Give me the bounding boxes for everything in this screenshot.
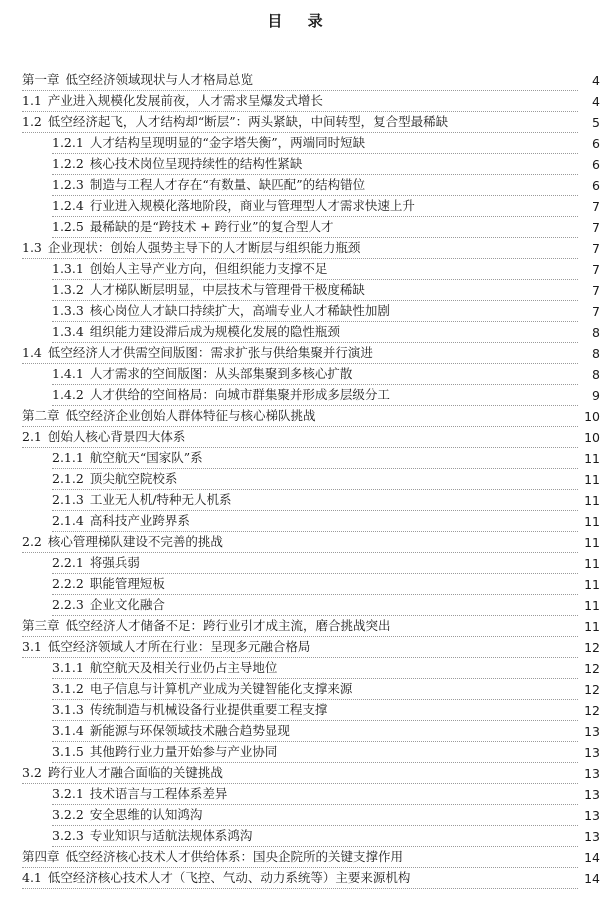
toc-entry[interactable]: [52, 721, 600, 742]
toc-entry-page: 6: [580, 136, 600, 151]
toc-entry-title: [22, 763, 225, 781]
toc-entry-page: 11: [580, 514, 600, 529]
toc-entry-page: 5: [580, 115, 600, 130]
toc-entry-text: 组织能力建设滞后成为规模化发展的隐性瓶颈: [89, 324, 340, 339]
toc-entry-text: 人才供给的空间格局：向城市群集聚并形成多层级分工: [89, 387, 390, 402]
toc-entry-number: 3.1.2: [52, 681, 84, 696]
toc-entry-title: [22, 847, 405, 865]
toc-entry-page: 13: [580, 724, 600, 739]
toc-entry[interactable]: [52, 217, 600, 238]
toc-entry-title: [22, 406, 318, 424]
toc-entry-text: 其他跨行业力量开始参与产业协同: [89, 744, 278, 759]
toc-entry-number: 3.1.3: [52, 702, 84, 717]
toc-entry-text: 低空经济起飞，人才结构却“断层”：两头紧缺，中间转型，复合型最稀缺: [47, 114, 449, 129]
toc-entry-number: 2.2.3: [52, 597, 84, 612]
toc-entry-title: [22, 868, 412, 886]
toc-entry-title: [22, 70, 255, 88]
toc-entry-title: [52, 196, 417, 214]
toc-entry-number: 第一章: [22, 72, 60, 87]
toc-entry-text: 跨行业人才融合面临的关键挑战: [47, 765, 223, 780]
toc-entry-number: 3.2.1: [52, 786, 84, 801]
toc-entry-title: [52, 700, 329, 718]
toc-entry[interactable]: [52, 679, 600, 700]
toc-entry-page: 8: [580, 346, 600, 361]
toc-entry-page: 13: [580, 829, 600, 844]
toc-entry[interactable]: [52, 322, 600, 343]
toc-entry[interactable]: [52, 595, 600, 616]
toc-entry-number: 4.1: [22, 870, 42, 885]
toc-entry[interactable]: [52, 490, 600, 511]
toc-entry-text: 低空经济领域现状与人才格局总览: [65, 72, 254, 87]
toc-entry-number: 1.3: [22, 240, 42, 255]
toc-entry[interactable]: [52, 448, 600, 469]
toc-entry[interactable]: [22, 868, 600, 889]
toc-entry-title: [22, 637, 312, 655]
toc-entry-text: 低空经济企业创始人群体特征与核心梯队挑战: [65, 408, 316, 423]
toc-entry[interactable]: [52, 700, 600, 721]
toc-entry[interactable]: [22, 637, 600, 658]
toc-entry-text: 安全思维的认知鸿沟: [89, 807, 203, 822]
toc-entry-page: 14: [580, 871, 600, 886]
toc-entry-title: [52, 133, 367, 151]
toc-entry[interactable]: [52, 826, 600, 847]
toc-entry-text: 航空航天“国家队”系: [89, 450, 203, 465]
toc-entry-number: 1.2.2: [52, 156, 84, 171]
toc-entry-title: [52, 595, 167, 613]
toc-entry-page: 11: [580, 451, 600, 466]
toc-entry-text: 创始人核心背景四大体系: [47, 429, 186, 444]
toc-entry[interactable]: [52, 175, 600, 196]
toc-entry-number: 1.3.2: [52, 282, 84, 297]
toc-entry-number: 2.2: [22, 534, 42, 549]
toc-entry-page: 8: [580, 367, 600, 382]
toc-entry[interactable]: [22, 847, 600, 868]
toc-entry-number: 2.1.4: [52, 513, 84, 528]
toc-entry[interactable]: [22, 763, 600, 784]
toc-entry-number: 1.4.2: [52, 387, 84, 402]
toc-entry-text: 低空经济领域人才所在行业：呈现多元融合格局: [47, 639, 311, 654]
toc-entry[interactable]: [52, 574, 600, 595]
toc-entry-number: 第三章: [22, 618, 60, 633]
toc-entry-number: 2.2.2: [52, 576, 84, 591]
toc-entry-title: [52, 217, 336, 235]
toc-entry-title: [52, 280, 367, 298]
toc-entry-number: 1.2.4: [52, 198, 84, 213]
toc-entry[interactable]: [52, 133, 600, 154]
toc-entry-page: 11: [580, 493, 600, 508]
toc-entry[interactable]: [52, 301, 600, 322]
toc-entry-title: [52, 658, 279, 676]
toc-entry-page: 8: [580, 325, 600, 340]
toc-entry-page: 11: [580, 598, 600, 613]
toc-entry-number: 2.1: [22, 429, 42, 444]
toc-entry[interactable]: [52, 805, 600, 826]
toc-entry-text: 低空经济人才储备不足：跨行业引才成主流，磨合挑战突出: [65, 618, 391, 633]
toc-entry-title: [52, 511, 192, 529]
toc-entry-page: 12: [580, 640, 600, 655]
toc-entry-title: [52, 322, 342, 340]
toc-entry[interactable]: [22, 427, 600, 448]
toc-entry-page: 6: [580, 178, 600, 193]
toc-entry-page: 14: [580, 850, 600, 865]
toc-entry-title: [52, 385, 392, 403]
toc-entry-number: 2.1.2: [52, 471, 84, 486]
toc-entry-number: 1.2: [22, 114, 42, 129]
toc-entry-number: 2.2.1: [52, 555, 84, 570]
toc-entry-page: 11: [580, 619, 600, 634]
toc-entry-page: 7: [580, 262, 600, 277]
toc-entry-text: 核心岗位人才缺口持续扩大，高端专业人才稀缺性加剧: [89, 303, 390, 318]
toc-entry-text: 制造与工程人才存在“有数量、缺匹配”的结构错位: [89, 177, 366, 192]
toc-entry-text: 专业知识与适航法规体系鸿沟: [89, 828, 253, 843]
toc-entry-text: 工业无人机/特种无人机系: [89, 492, 232, 507]
toc-entry-text: 低空经济核心技术人才供给体系：国央企院所的关键支撑作用: [65, 849, 404, 864]
toc-entry-page: 13: [580, 808, 600, 823]
toc-entry-text: 传统制造与机械设备行业提供重要工程支撑: [89, 702, 328, 717]
toc-entry-text: 核心管理梯队建设不完善的挑战: [47, 534, 223, 549]
toc-entry-page: 4: [580, 94, 600, 109]
toc-entry-number: 1.3.1: [52, 261, 84, 276]
toc-entry-page: 7: [580, 199, 600, 214]
toc-entry-title: [22, 112, 450, 130]
toc-entry-text: 顶尖航空院校系: [89, 471, 178, 486]
toc-entry-number: 第二章: [22, 408, 60, 423]
toc-entry-number: 1.2.3: [52, 177, 84, 192]
toc-entry-text: 电子信息与计算机产业成为关键智能化支撑来源: [89, 681, 353, 696]
toc-entry[interactable]: [52, 259, 600, 280]
toc-entry[interactable]: [52, 553, 600, 574]
toc-entry-number: 2.1.3: [52, 492, 84, 507]
toc-entry[interactable]: [52, 511, 600, 532]
toc-entry-title: [22, 532, 225, 550]
toc-entry-title: [52, 490, 234, 508]
toc-entry-number: 3.1.1: [52, 660, 84, 675]
toc-entry-number: 3.1: [22, 639, 42, 654]
toc-entry-text: 将强兵弱: [89, 555, 140, 570]
toc-entry[interactable]: [52, 364, 600, 385]
toc-entry-page: 11: [580, 577, 600, 592]
toc-entry[interactable]: [22, 616, 600, 637]
toc-entry-title: [22, 238, 362, 256]
toc-entry-page: 11: [580, 472, 600, 487]
toc-entry[interactable]: [22, 532, 600, 553]
toc-entry-text: 核心技术岗位呈现持续性的结构性紧缺: [89, 156, 303, 171]
toc-entry-title: [52, 553, 142, 571]
toc-entry-number: 1.2.1: [52, 135, 84, 150]
table-of-contents: [0, 70, 600, 889]
toc-entry-title: [22, 343, 375, 361]
toc-entry-text: 企业文化融合: [89, 597, 165, 612]
toc-entry-text: 职能管理短板: [89, 576, 165, 591]
toc-entry-page: 12: [580, 661, 600, 676]
toc-entry-text: 人才结构呈现明显的“金字塔失衡”，两端同时短缺: [89, 135, 366, 150]
toc-entry-text: 低空经济核心技术人才（飞控、气动、动力系统等）主要来源机构: [47, 870, 411, 885]
toc-entry[interactable]: [52, 784, 600, 805]
toc-entry-number: 3.2: [22, 765, 42, 780]
toc-entry-title: [52, 469, 179, 487]
toc-entry-page: 13: [580, 787, 600, 802]
toc-entry-title: [22, 616, 393, 634]
toc-entry-text: 人才梯队断层明显，中层技术与管理骨干极度稀缺: [89, 282, 365, 297]
toc-entry-title: [52, 364, 354, 382]
toc-entry-page: 10: [580, 409, 600, 424]
toc-entry-number: 3.1.5: [52, 744, 84, 759]
toc-entry-text: 高科技产业跨界系: [89, 513, 190, 528]
toc-entry-page: 11: [580, 535, 600, 550]
toc-entry-text: 企业现状：创始人强势主导下的人才断层与组织能力瓶颈: [47, 240, 361, 255]
toc-entry[interactable]: [22, 238, 600, 259]
toc-entry-text: 人才需求的空间版图：从头部集聚到多核心扩散: [89, 366, 353, 381]
toc-entry-title: [52, 679, 354, 697]
toc-entry[interactable]: [52, 469, 600, 490]
toc-entry[interactable]: [52, 154, 600, 175]
toc-entry-page: 12: [580, 682, 600, 697]
toc-entry-text: 创始人主导产业方向，但组织能力支撑不足: [89, 261, 328, 276]
toc-entry[interactable]: [22, 343, 600, 364]
toc-entry-title: [52, 805, 204, 823]
toc-entry-title: [52, 784, 229, 802]
toc-entry-text: 最稀缺的是“跨技术 + 跨行业”的复合型人才: [89, 219, 334, 234]
toc-entry-page: 7: [580, 304, 600, 319]
toc-entry-text: 产业进入规模化发展前夜，人才需求呈爆发式增长: [47, 93, 323, 108]
toc-entry-text: 行业进入规模化落地阶段，商业与管理型人才需求快速上升: [89, 198, 415, 213]
toc-entry-page: 12: [580, 703, 600, 718]
toc-entry-page: 7: [580, 220, 600, 235]
toc-entry-page: 10: [580, 430, 600, 445]
toc-entry[interactable]: [22, 91, 600, 112]
toc-entry-title: [52, 175, 367, 193]
toc-entry-title: [52, 448, 205, 466]
toc-entry[interactable]: [52, 196, 600, 217]
toc-entry-number: 1.3.3: [52, 303, 84, 318]
toc-entry-page: 13: [580, 766, 600, 781]
toc-entry-page: 9: [580, 388, 600, 403]
toc-entry-number: 2.1.1: [52, 450, 84, 465]
toc-entry-title: [52, 301, 392, 319]
toc-entry-number: 1.1: [22, 93, 42, 108]
toc-entry[interactable]: [22, 112, 600, 133]
toc-entry-number: 3.2.3: [52, 828, 84, 843]
toc-entry-page: 13: [580, 745, 600, 760]
toc-entry-text: 航空航天及相关行业仍占主导地位: [89, 660, 278, 675]
toc-entry-number: 3.1.4: [52, 723, 84, 738]
toc-entry-title: [52, 826, 254, 844]
toc-entry[interactable]: [52, 742, 600, 763]
toc-entry-number: 1.4: [22, 345, 42, 360]
toc-entry-page: 11: [580, 556, 600, 571]
toc-entry-title: [52, 721, 292, 739]
toc-entry[interactable]: [52, 385, 600, 406]
toc-entry-text: 低空经济人才供需空间版图：需求扩张与供给集聚并行演进: [47, 345, 373, 360]
toc-entry-title: [22, 427, 187, 445]
toc-entry-title: [52, 574, 167, 592]
toc-entry-number: 第四章: [22, 849, 60, 864]
page-title: 目 录: [267, 12, 333, 30]
toc-entry-title: [52, 742, 279, 760]
toc-entry[interactable]: [22, 70, 600, 91]
toc-entry-page: 7: [580, 241, 600, 256]
toc-entry-title: [22, 91, 325, 109]
toc-entry-number: 1.2.5: [52, 219, 84, 234]
toc-entry[interactable]: [52, 658, 600, 679]
toc-entry[interactable]: [22, 406, 600, 427]
toc-entry[interactable]: [52, 280, 600, 301]
toc-entry-page: 4: [580, 73, 600, 88]
toc-entry-page: 6: [580, 157, 600, 172]
toc-entry-number: 3.2.2: [52, 807, 84, 822]
toc-entry-text: 新能源与环保领域技术融合趋势显现: [89, 723, 290, 738]
toc-entry-text: 技术语言与工程体系差异: [89, 786, 228, 801]
toc-entry-page: 7: [580, 283, 600, 298]
toc-entry-title: [52, 154, 304, 172]
toc-entry-number: 1.4.1: [52, 366, 84, 381]
toc-entry-number: 1.3.4: [52, 324, 84, 339]
toc-entry-title: [52, 259, 329, 277]
